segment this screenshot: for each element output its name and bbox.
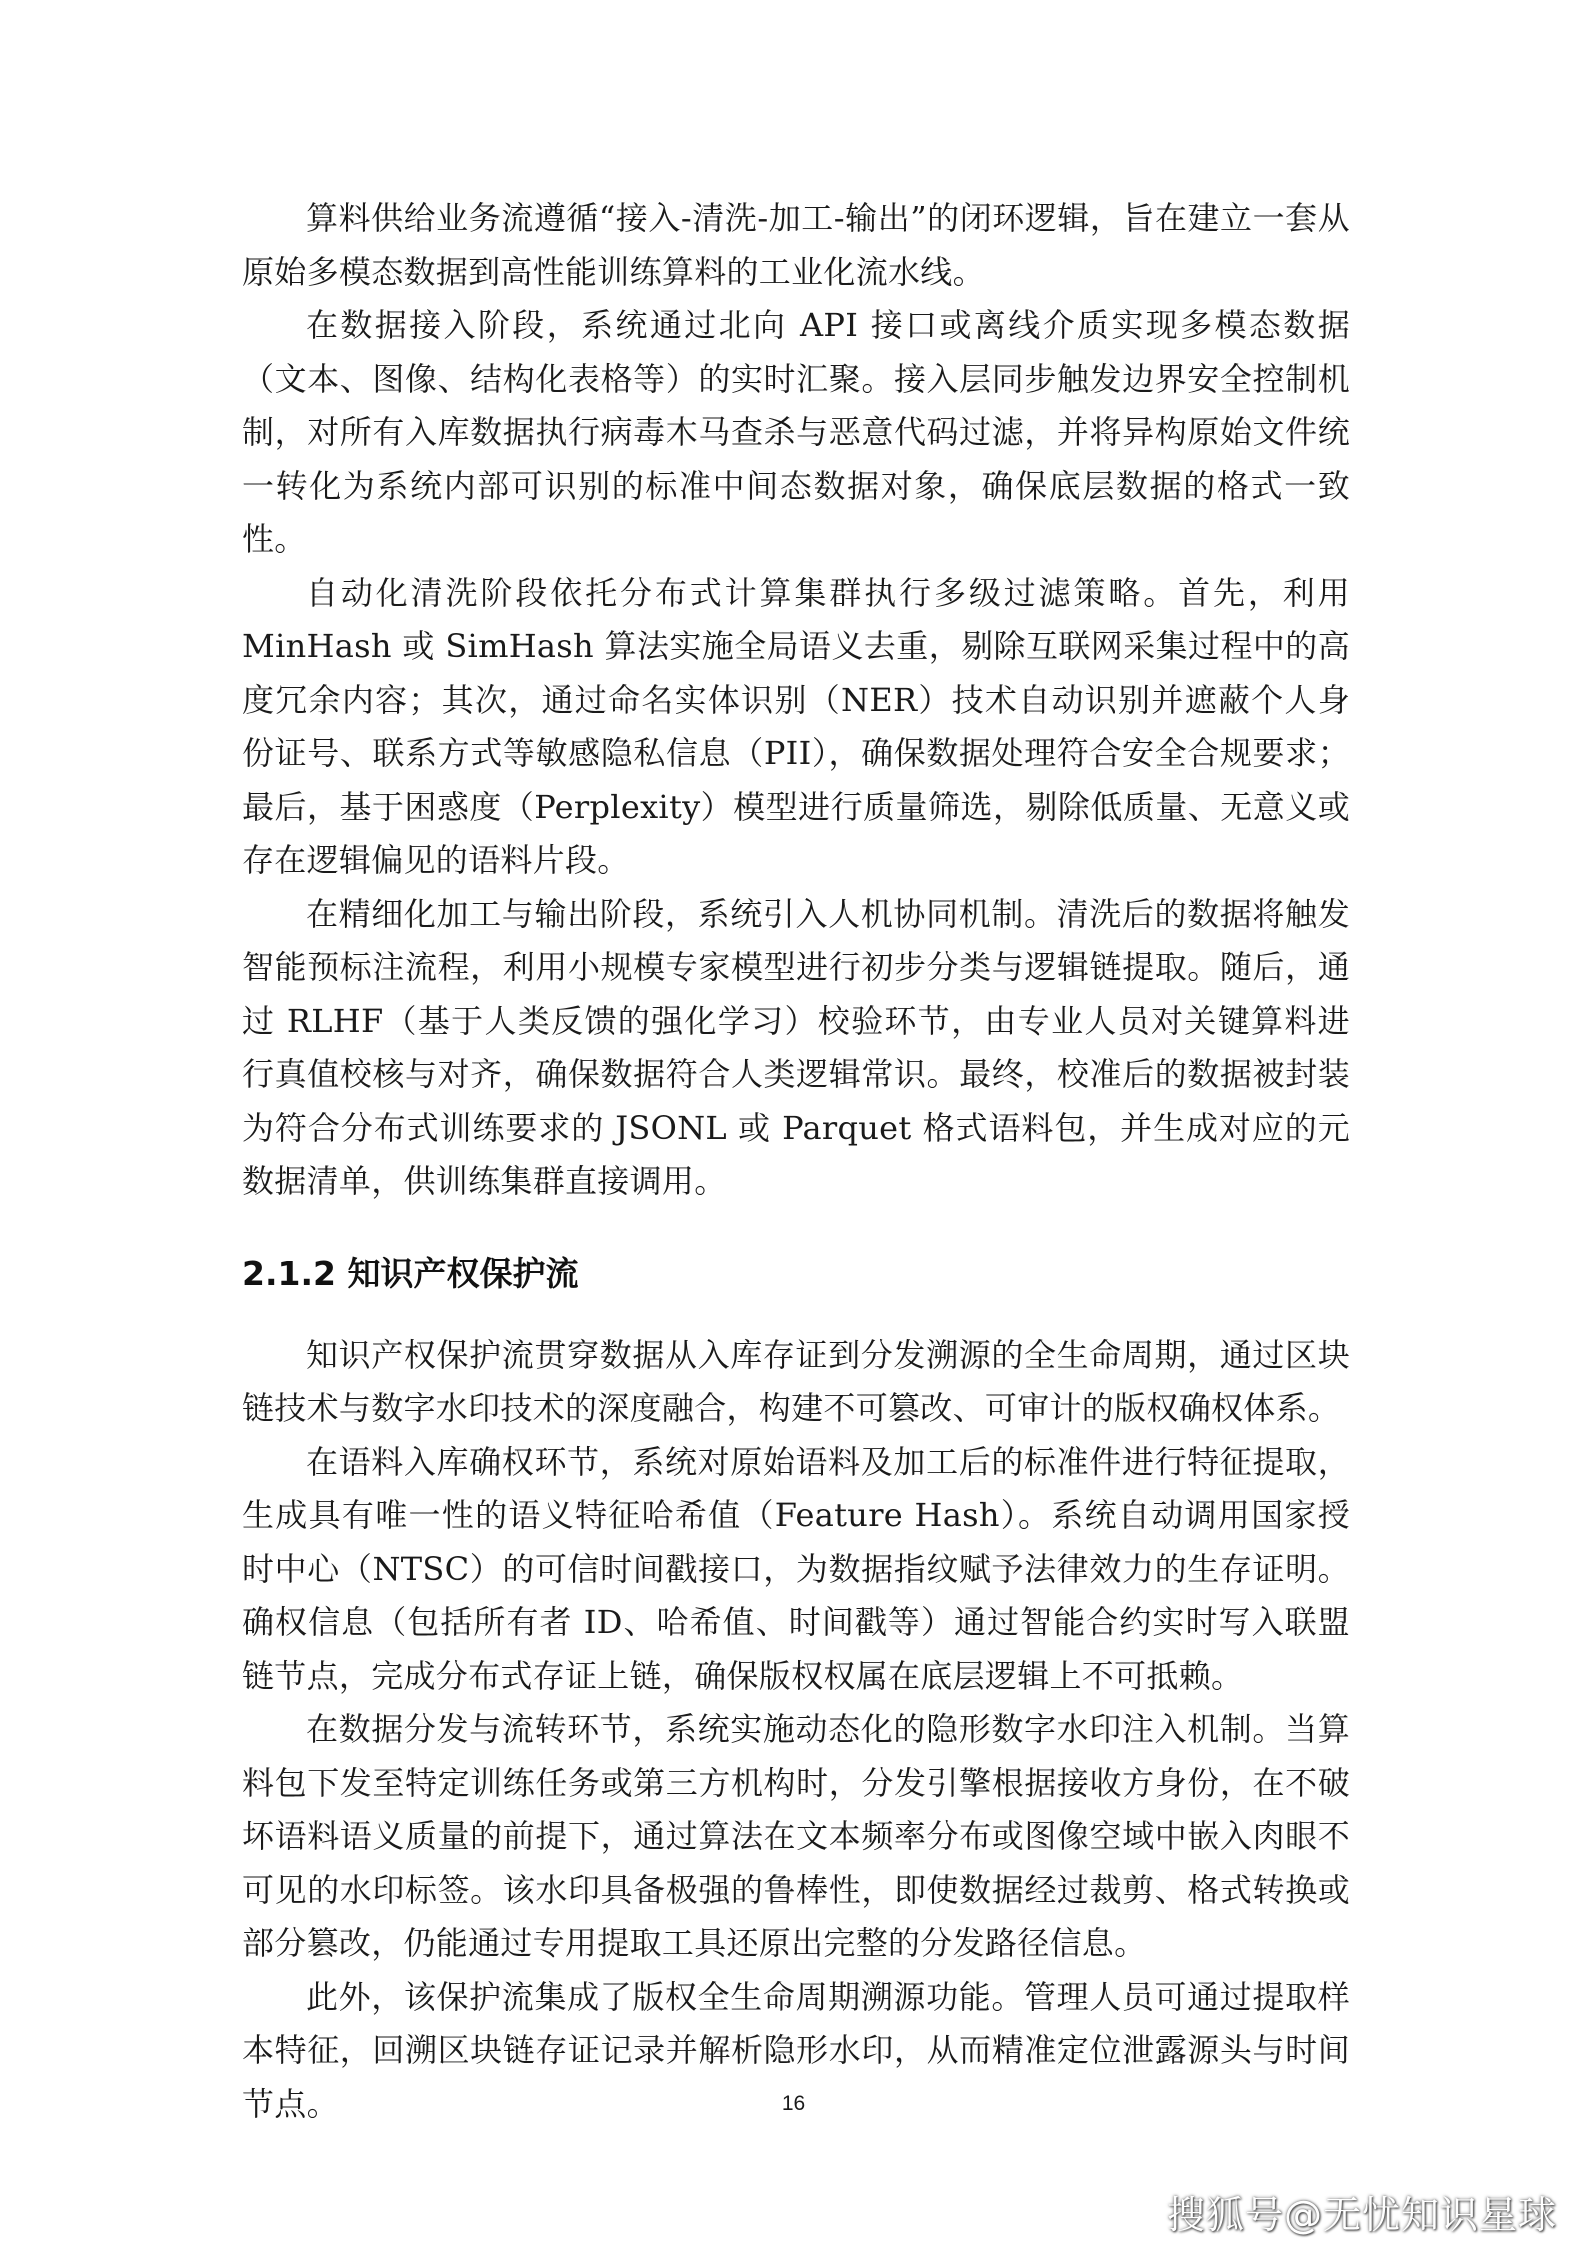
- paragraph-pipeline-overview: 算料供给业务流遵循“接入-清洗-加工-输出”的闭环逻辑，旨在建立一套从原始多模态数据到高性能训练算料的工业化流水线。: [242, 199, 1350, 291]
- paragraph-ip-registration: 在语料入库确权环节，系统对原始语料及加工后的标准件进行特征提取，生成具有唯一性的语义特征哈希值（Feature Hash）。系统自动调用国家授时中心（NTSC）的可信时间戳接口，为数据指纹赋予法律效力的生存证明。确权信息（包括所有者 ID、哈希值、时间戳等）通过智能合约实时写入联盟链节点，完成分布式存证上链，确保版权权属在底层逻辑上不可抵赖。: [242, 1442, 1350, 1695]
- section-heading: 2.1.2 知识产权保护流: [242, 1253, 579, 1293]
- paragraph-refined-processing: 在精细化加工与输出阶段，系统引入人机协同机制。清洗后的数据将触发智能预标注流程，利用小规模专家模型进行初步分类与逻辑链提取。随后，通过 RLHF（基于人类反馈的强化学习）校验环节，由专业人员对关键算料进行真值校核与对齐，确保数据符合人类逻辑常识。最终，校准后的数据被封装为符合分布式训练要求的 JSONL 或 Parquet 格式语料包，并生成对应的元数据清单，供训练集群直接调用。: [242, 894, 1350, 1200]
- paragraph-ip-watermark: 在数据分发与流转环节，系统实施动态化的隐形数字水印注入机制。当算料包下发至特定训练任务或第三方机构时，分发引擎根据接收方身份，在不破坏语料语义质量的前提下，通过算法在文本频率分布或图像空域中嵌入肉眼不可见的水印标签。该水印具备极强的鲁棒性，即使数据经过裁剪、格式转换或部分篡改，仍能通过专用提取工具还原出完整的分发路径信息。: [242, 1710, 1350, 1962]
- paragraph-ip-overview: 知识产权保护流贯穿数据从入库存证到分发溯源的全生命周期，通过区块链技术与数字水印技术的深度融合，构建不可篡改、可审计的版权确权体系。: [242, 1335, 1350, 1427]
- document-body: [242, 192, 1350, 2131]
- paragraph-ip-traceability: 此外，该保护流集成了版权全生命周期溯源功能。管理人员可通过提取样本特征，回溯区块链存证记录并解析隐形水印，从而精准定位泄露源头与时间节点。: [242, 1977, 1350, 2123]
- page-number: 16: [781, 2092, 806, 2115]
- paragraph-automated-cleaning: 自动化清洗阶段依托分布式计算集群执行多级过滤策略。首先，利用 MinHash 或 SimHash 算法实施全局语义去重，剔除互联网采集过程中的高度冗余内容；其次，通过命名实体识别（NER）技术自动识别并遮蔽个人身份证号、联系方式等敏感隐私信息（PII），确保数据处理符合安全合规要求；最后，基于困惑度（Perplexity）模型进行质量筛选，剔除低质量、无意义或存在逻辑偏见的语料片段。: [242, 573, 1350, 879]
- watermark-text: 搜狐号@无忧知识星球: [1166, 2193, 1557, 2237]
- paragraph-data-ingestion: 在数据接入阶段，系统通过北向 API 接口或离线介质实现多模态数据（文本、图像、结构化表格等）的实时汇聚。接入层同步触发边界安全控制机制，对所有入库数据执行病毒木马查杀与恶意代码过滤，并将异构原始文件统一转化为系统内部可识别的标准中间态数据对象，确保底层数据的格式一致性。: [242, 306, 1350, 558]
